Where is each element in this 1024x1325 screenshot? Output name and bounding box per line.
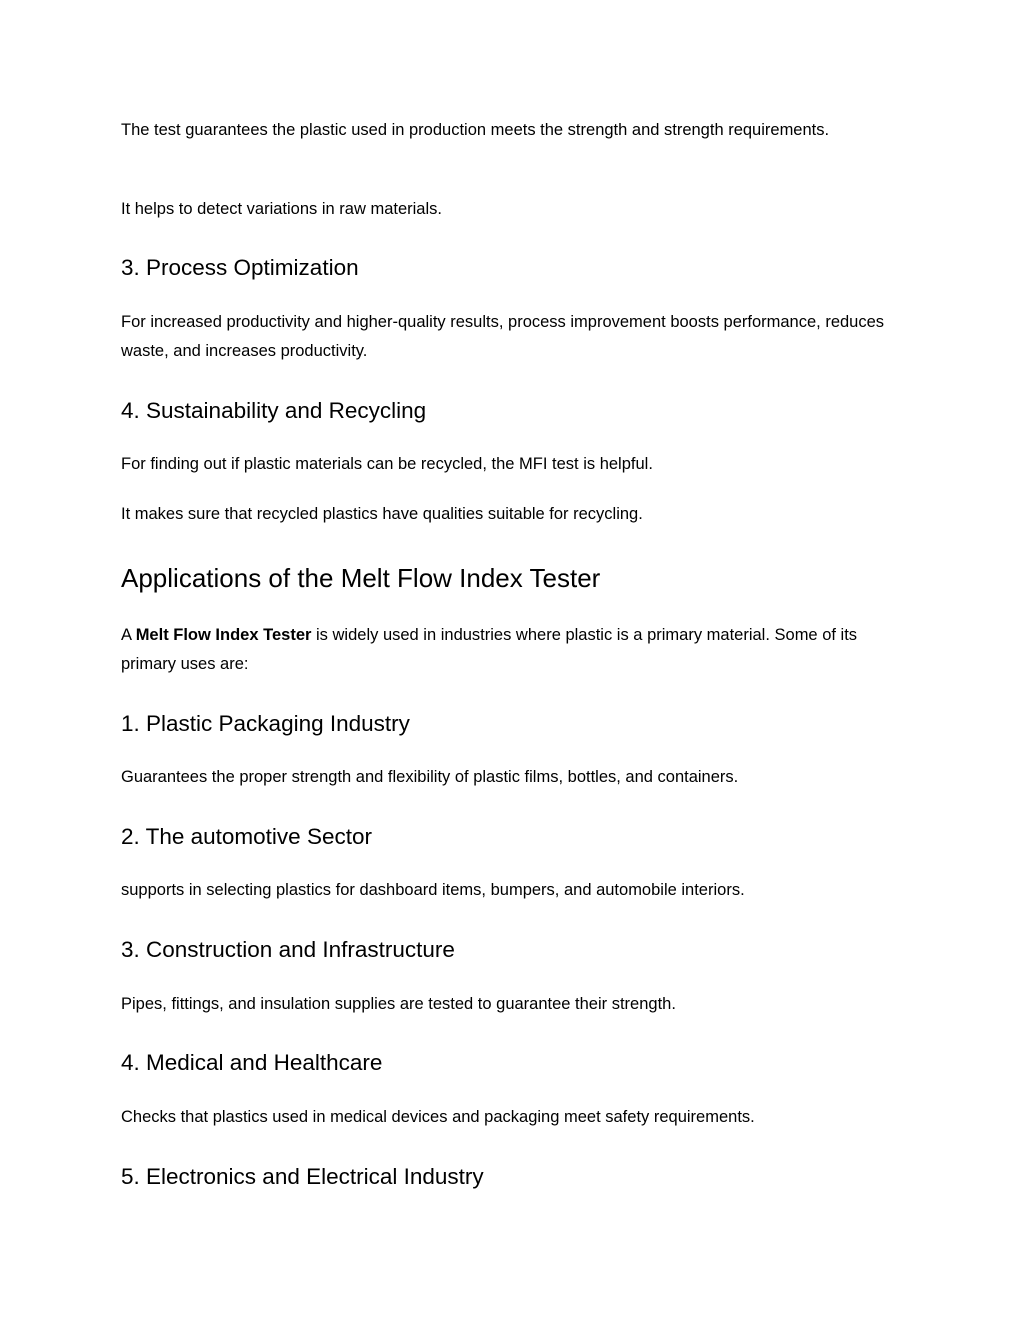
- heading-medical-healthcare: 4. Medical and Healthcare: [121, 1050, 383, 1075]
- intro-suffix: is widely used in industries where plastic is a primary material. Some of its primary uses are:: [121, 626, 858, 673]
- paragraph-applications-intro: [121, 621, 903, 679]
- paragraph-medical-healthcare: Checks that plastics used in medical devices and packaging meet safety requirements.: [121, 1108, 755, 1126]
- intro-bold-term: Melt Flow Index Tester: [135, 626, 312, 644]
- heading-applications: Applications of the Melt Flow Index Tester: [121, 563, 601, 593]
- heading-construction: 3. Construction and Infrastructure: [121, 937, 455, 962]
- paragraph-raw-material-variations: It helps to detect variations in raw materials.: [121, 200, 442, 218]
- heading-process-optimization: 3. Process Optimization: [121, 255, 359, 280]
- heading-sustainability-recycling: 4. Sustainability and Recycling: [121, 398, 427, 423]
- paragraph-construction: Pipes, fittings, and insulation supplies are tested to guarantee their strength.: [121, 995, 676, 1013]
- paragraph-process-optimization: For increased productivity and higher-quality results, process improvement boosts performance, reduces waste, and increases productivity.: [121, 313, 885, 360]
- paragraph-automotive-sector: supports in selecting plastics for dashboard items, bumpers, and automobile interiors.: [121, 881, 745, 899]
- paragraph-recycled-plastics: It makes sure that recycled plastics have qualities suitable for recycling.: [121, 505, 643, 523]
- paragraph-recyclability-test: For finding out if plastic materials can be recycled, the MFI test is helpful.: [121, 455, 653, 473]
- heading-electronics-electrical: 5. Electronics and Electrical Industry: [121, 1164, 484, 1189]
- paragraph-plastic-packaging: Guarantees the proper strength and flexibility of plastic films, bottles, and containers.: [121, 768, 739, 786]
- heading-plastic-packaging: 1. Plastic Packaging Industry: [121, 711, 410, 736]
- intro-prefix: A: [121, 626, 136, 644]
- heading-automotive-sector: 2. The automotive Sector: [121, 824, 372, 849]
- paragraph-strength-requirements: The test guarantees the plastic used in production meets the strength and strength requirements.: [121, 121, 830, 139]
